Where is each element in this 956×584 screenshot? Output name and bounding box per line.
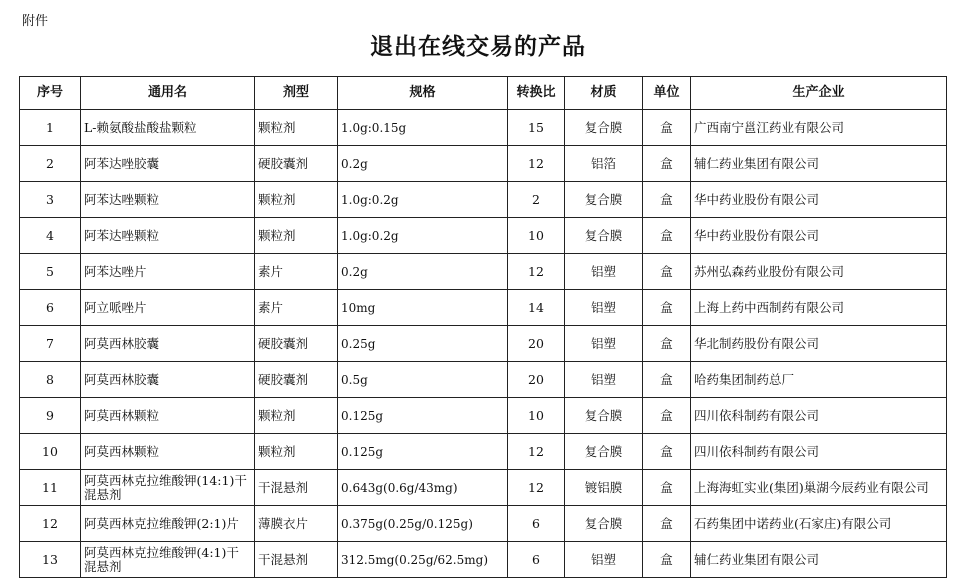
cell-material: 铝塑 (565, 290, 643, 326)
cell-index: 3 (20, 182, 81, 218)
cell-unit: 盒 (643, 218, 691, 254)
cell-index: 12 (20, 506, 81, 542)
cell-unit: 盒 (643, 470, 691, 506)
cell-unit: 盒 (643, 254, 691, 290)
cell-manufacturer: 华中药业股份有限公司 (691, 218, 947, 254)
cell-manufacturer: 广西南宁邕江药业有限公司 (691, 110, 947, 146)
cell-unit: 盒 (643, 434, 691, 470)
table-row (20, 254, 947, 290)
cell-unit: 盒 (643, 542, 691, 578)
cell-generic-name: 阿苯达唑颗粒 (81, 218, 255, 254)
cell-generic-name: 阿莫西林克拉维酸钾(4:1)干混悬剂 (81, 542, 255, 578)
cell-generic-name: 阿苯达唑颗粒 (81, 182, 255, 218)
cell-unit: 盒 (643, 110, 691, 146)
cell-unit: 盒 (643, 290, 691, 326)
cell-dosage-form: 薄膜衣片 (255, 506, 338, 542)
table-row (20, 506, 947, 542)
cell-generic-name: 阿苯达唑胶囊 (81, 146, 255, 182)
cell-conversion-ratio: 12 (508, 146, 565, 182)
cell-conversion-ratio: 20 (508, 362, 565, 398)
header-unit: 单位 (643, 77, 691, 110)
cell-generic-name: 阿莫西林颗粒 (81, 398, 255, 434)
cell-conversion-ratio: 14 (508, 290, 565, 326)
table-row (20, 146, 947, 182)
cell-material: 铝塑 (565, 362, 643, 398)
cell-specification: 0.125g (338, 434, 508, 470)
table-row (20, 290, 947, 326)
table-row (20, 218, 947, 254)
cell-dosage-form: 素片 (255, 254, 338, 290)
cell-generic-name: 阿莫西林胶囊 (81, 362, 255, 398)
cell-specification: 0.375g(0.25g/0.125g) (338, 506, 508, 542)
header-specification: 规格 (338, 77, 508, 110)
cell-generic-name: 阿莫西林克拉维酸钾(14:1)干混悬剂 (81, 470, 255, 506)
cell-dosage-form: 颗粒剂 (255, 398, 338, 434)
cell-manufacturer: 上海海虹实业(集团)巢湖今辰药业有限公司 (691, 470, 947, 506)
cell-unit: 盒 (643, 182, 691, 218)
cell-index: 2 (20, 146, 81, 182)
header-material: 材质 (565, 77, 643, 110)
cell-material: 复合膜 (565, 434, 643, 470)
table-row (20, 470, 947, 506)
cell-manufacturer: 石药集团中诺药业(石家庄)有限公司 (691, 506, 947, 542)
cell-unit: 盒 (643, 506, 691, 542)
table-row (20, 362, 947, 398)
cell-dosage-form: 干混悬剂 (255, 542, 338, 578)
cell-dosage-form: 干混悬剂 (255, 470, 338, 506)
cell-index: 7 (20, 326, 81, 362)
cell-dosage-form: 硬胶囊剂 (255, 362, 338, 398)
cell-conversion-ratio: 2 (508, 182, 565, 218)
header-generic-name: 通用名 (81, 77, 255, 110)
header-dosage-form: 剂型 (255, 77, 338, 110)
cell-manufacturer: 苏州弘森药业股份有限公司 (691, 254, 947, 290)
cell-conversion-ratio: 20 (508, 326, 565, 362)
cell-index: 11 (20, 470, 81, 506)
cell-specification: 0.2g (338, 146, 508, 182)
cell-index: 13 (20, 542, 81, 578)
header-conversion-ratio: 转换比 (508, 77, 565, 110)
cell-conversion-ratio: 6 (508, 542, 565, 578)
cell-conversion-ratio: 12 (508, 434, 565, 470)
cell-unit: 盒 (643, 398, 691, 434)
table-row (20, 110, 947, 146)
header-index: 序号 (20, 77, 81, 110)
products-table (19, 76, 947, 578)
page-title: 退出在线交易的产品 (370, 34, 586, 60)
cell-index: 6 (20, 290, 81, 326)
cell-specification: 0.25g (338, 326, 508, 362)
cell-dosage-form: 颗粒剂 (255, 218, 338, 254)
cell-generic-name: L-赖氨酸盐酸盐颗粒 (81, 110, 255, 146)
cell-dosage-form: 素片 (255, 290, 338, 326)
cell-specification: 10mg (338, 290, 508, 326)
table-row (20, 182, 947, 218)
cell-manufacturer: 辅仁药业集团有限公司 (691, 542, 947, 578)
cell-generic-name: 阿立哌唑片 (81, 290, 255, 326)
cell-conversion-ratio: 10 (508, 218, 565, 254)
cell-index: 8 (20, 362, 81, 398)
cell-material: 复合膜 (565, 110, 643, 146)
cell-generic-name: 阿莫西林胶囊 (81, 326, 255, 362)
cell-unit: 盒 (643, 362, 691, 398)
cell-manufacturer: 上海上药中西制药有限公司 (691, 290, 947, 326)
cell-manufacturer: 哈药集团制药总厂 (691, 362, 947, 398)
cell-unit: 盒 (643, 146, 691, 182)
cell-material: 铝塑 (565, 254, 643, 290)
cell-material: 复合膜 (565, 398, 643, 434)
cell-dosage-form: 硬胶囊剂 (255, 326, 338, 362)
cell-specification: 0.125g (338, 398, 508, 434)
attachment-label: 附件 (22, 14, 49, 29)
cell-generic-name: 阿莫西林克拉维酸钾(2:1)片 (81, 506, 255, 542)
cell-index: 5 (20, 254, 81, 290)
cell-dosage-form: 颗粒剂 (255, 434, 338, 470)
cell-material: 铝箔 (565, 146, 643, 182)
cell-specification: 0.643g(0.6g/43mg) (338, 470, 508, 506)
cell-generic-name: 阿莫西林颗粒 (81, 434, 255, 470)
cell-dosage-form: 硬胶囊剂 (255, 146, 338, 182)
cell-manufacturer: 华中药业股份有限公司 (691, 182, 947, 218)
cell-specification: 1.0g:0.15g (338, 110, 508, 146)
cell-manufacturer: 辅仁药业集团有限公司 (691, 146, 947, 182)
cell-dosage-form: 颗粒剂 (255, 110, 338, 146)
cell-index: 1 (20, 110, 81, 146)
cell-conversion-ratio: 12 (508, 254, 565, 290)
cell-conversion-ratio: 10 (508, 398, 565, 434)
cell-material: 铝塑 (565, 326, 643, 362)
table-row (20, 398, 947, 434)
cell-manufacturer: 四川依科制药有限公司 (691, 398, 947, 434)
cell-index: 4 (20, 218, 81, 254)
cell-conversion-ratio: 6 (508, 506, 565, 542)
cell-material: 复合膜 (565, 182, 643, 218)
cell-conversion-ratio: 15 (508, 110, 565, 146)
cell-manufacturer: 四川依科制药有限公司 (691, 434, 947, 470)
cell-dosage-form: 颗粒剂 (255, 182, 338, 218)
table-row (20, 434, 947, 470)
table-body (20, 110, 947, 578)
cell-material: 复合膜 (565, 506, 643, 542)
cell-specification: 1.0g:0.2g (338, 182, 508, 218)
cell-conversion-ratio: 12 (508, 470, 565, 506)
cell-specification: 312.5mg(0.25g/62.5mg) (338, 542, 508, 578)
cell-material: 复合膜 (565, 218, 643, 254)
cell-material: 镀铝膜 (565, 470, 643, 506)
cell-material: 铝塑 (565, 542, 643, 578)
cell-specification: 1.0g:0.2g (338, 218, 508, 254)
table-header-row (20, 77, 947, 110)
cell-specification: 0.5g (338, 362, 508, 398)
cell-specification: 0.2g (338, 254, 508, 290)
table-row (20, 326, 947, 362)
cell-index: 9 (20, 398, 81, 434)
header-manufacturer: 生产企业 (691, 77, 947, 110)
cell-manufacturer: 华北制药股份有限公司 (691, 326, 947, 362)
table-row (20, 542, 947, 578)
cell-generic-name: 阿苯达唑片 (81, 254, 255, 290)
cell-index: 10 (20, 434, 81, 470)
cell-unit: 盒 (643, 326, 691, 362)
